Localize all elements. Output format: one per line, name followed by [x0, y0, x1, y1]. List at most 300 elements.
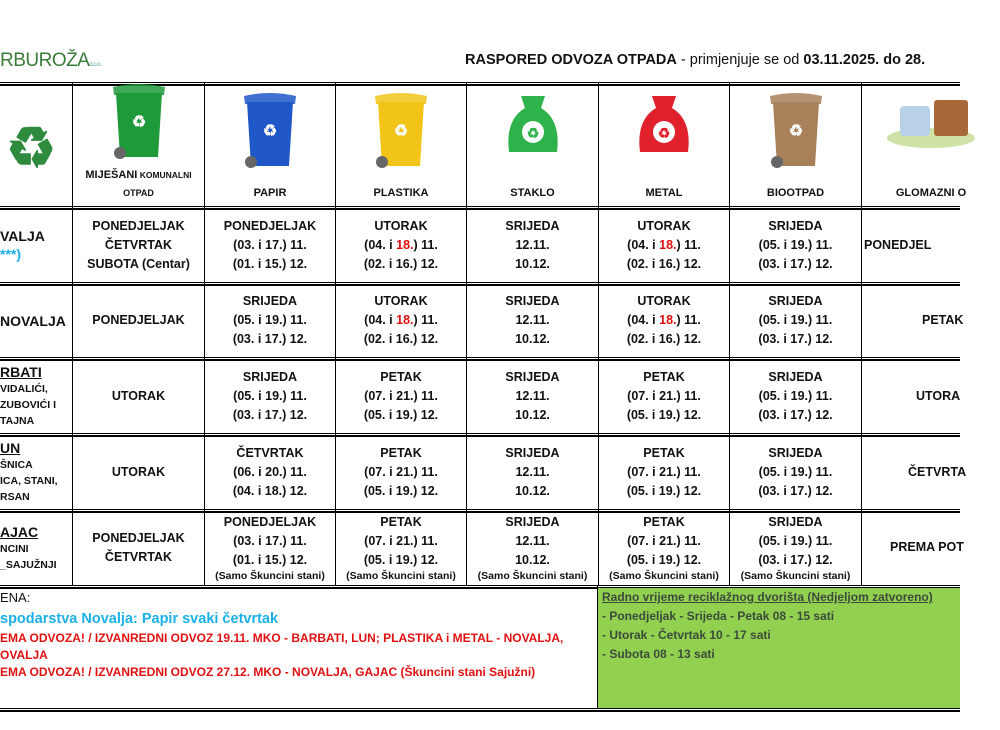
schedule-line — [627, 387, 701, 406]
schedule-text: PONEDJEL — [864, 237, 932, 252]
schedule-text: PETAK — [922, 313, 964, 327]
column-label-main: METAL — [645, 187, 683, 199]
schedule-line — [627, 532, 701, 551]
schedule-cell — [467, 359, 598, 433]
schedule-line — [380, 368, 421, 387]
schedule-text: (07. i 21.) 11. — [627, 388, 701, 403]
schedule-cell — [336, 435, 466, 509]
schedule-line — [505, 513, 559, 532]
schedule-line — [768, 217, 822, 236]
schedule-text: (05. i 19.) 11. — [758, 533, 833, 548]
column-label — [645, 184, 682, 202]
hours-line: - Subota 08 - 13 sati — [602, 647, 715, 661]
schedule-line — [224, 513, 316, 532]
schedule-text: SRIJEDA — [505, 369, 560, 384]
schedule-line — [224, 217, 316, 236]
schedule-text: (03. i 17.) 12. — [232, 407, 308, 422]
schedule-line — [908, 463, 966, 482]
schedule-text: (Samo Škuncini stani) — [346, 569, 456, 582]
schedule-cell — [599, 359, 729, 433]
location-cell — [0, 359, 72, 433]
schedule-text: 10.12. — [515, 256, 550, 271]
schedule-text: PETAK — [643, 445, 685, 460]
schedule-line — [627, 406, 701, 425]
svg-text:♻: ♻ — [526, 125, 539, 141]
schedule-text: SRIJEDA — [505, 514, 560, 529]
schedule-line — [627, 330, 701, 349]
schedule-line — [215, 570, 325, 583]
schedule-line — [233, 236, 307, 255]
schedule-line — [364, 387, 438, 406]
schedule-text: (04. i — [364, 313, 397, 327]
schedule-line — [515, 551, 550, 570]
schedule-line — [759, 532, 833, 551]
red-note: EMA ODVOZA! / IZVANREDNI ODVOZ 19.11. MKO - BARBATI, LUN; PLASTIKA i METAL - NOVALJA, — [0, 631, 564, 645]
recycling-yard-hours — [598, 588, 960, 708]
schedule-line — [758, 406, 832, 425]
column-label-main: MIJEŠANI — [85, 169, 138, 181]
schedule-text: SRIJEDA — [242, 294, 298, 308]
column-label-line2: OTPAD — [123, 188, 154, 198]
column-label — [510, 184, 554, 202]
schedule-cell — [730, 435, 861, 509]
schedule-line — [637, 292, 690, 311]
schedule-line — [105, 236, 172, 255]
location-cell — [0, 511, 72, 584]
schedule-cell — [336, 511, 466, 584]
schedule-text: (Samo Škuncini stani) — [477, 569, 588, 582]
schedule-text: SRIJEDA — [768, 294, 823, 308]
location-text: NOVALJA — [0, 312, 66, 329]
schedule-line — [233, 406, 307, 425]
table-rule — [0, 585, 960, 587]
schedule-cell — [862, 208, 1000, 282]
schedule-cell — [205, 208, 335, 282]
svg-text:♻: ♻ — [131, 114, 146, 131]
schedule-text: SRIJEDA — [768, 218, 823, 233]
schedule-line — [627, 255, 701, 274]
schedule-text: (05. i 19.) 12. — [626, 483, 702, 498]
schedule-text: (07. i 21.) 11. — [364, 464, 438, 479]
schedule-text: (05. i 19.) 12. — [363, 552, 439, 567]
location-cell — [0, 284, 72, 357]
schedule-line — [515, 255, 550, 274]
schedule-text: PETAK — [380, 445, 422, 460]
schedule-text: PETAK — [643, 369, 685, 384]
column-label — [254, 184, 287, 202]
column-label-small: KOMUNALNI — [137, 170, 192, 180]
location-text: ***) — [0, 246, 22, 262]
schedule-line — [505, 444, 559, 463]
schedule-line — [364, 311, 438, 330]
column-header-metal — [599, 82, 729, 207]
schedule-text: PONEDJELJAK — [92, 218, 185, 233]
schedule-text: (03. i 17.) 12. — [758, 483, 833, 498]
location-text: ZUBOVIĆI I — [0, 399, 57, 411]
schedule-line — [627, 551, 701, 570]
schedule-line — [759, 387, 833, 406]
recycling-yard-title: Radno vrijeme reciklažnog dvorišta (Nedjeljom zatvoreno) — [602, 590, 933, 604]
schedule-line — [627, 482, 701, 501]
schedule-line — [112, 387, 165, 406]
schedule-cell — [73, 511, 204, 584]
schedule-text: 12.11. — [515, 237, 550, 252]
schedule-line — [643, 513, 684, 532]
schedule-line — [364, 551, 438, 570]
schedule-line — [758, 255, 832, 274]
schedule-line — [243, 292, 297, 311]
schedule-text: (04. i — [627, 313, 660, 327]
schedule-cell — [599, 284, 729, 357]
schedule-text: 10.12. — [515, 332, 550, 346]
schedule-line — [515, 236, 549, 255]
schedule-line — [916, 387, 960, 406]
schedule-line — [233, 463, 307, 482]
schedule-line — [758, 330, 832, 349]
schedule-line — [374, 217, 427, 236]
schedule-text: PONEDJELJAK — [92, 313, 185, 327]
schedule-text: 12.11. — [515, 388, 550, 403]
schedule-cell — [336, 359, 466, 433]
schedule-line — [505, 292, 559, 311]
schedule-cell — [73, 359, 204, 433]
schedule-line — [364, 330, 438, 349]
schedule-text: ) 11. — [413, 313, 438, 327]
schedule-cell — [730, 284, 861, 357]
legend-heading: ENA: — [0, 590, 31, 605]
schedule-line — [759, 236, 833, 255]
svg-text:♻: ♻ — [788, 123, 803, 140]
schedule-line — [374, 292, 427, 311]
schedule-cell — [599, 511, 729, 584]
schedule-text: ) 11. — [676, 313, 701, 327]
schedule-text: PETAK — [380, 369, 422, 384]
schedule-text: (05. i 19.) 11. — [758, 237, 833, 252]
schedule-text: ČETVRTAK — [236, 445, 304, 460]
schedule-line — [233, 532, 307, 551]
schedule-text: (03. i 17.) 12. — [758, 407, 833, 422]
company-logo — [0, 50, 101, 72]
schedule-text: (03. i 17.) 12. — [758, 552, 833, 567]
schedule-text: (03. i 17.) 11. — [233, 533, 307, 548]
schedule-line — [92, 217, 184, 236]
schedule-text: (05. i 19.) 11. — [233, 388, 307, 403]
schedule-cell — [73, 435, 204, 509]
bulky-waste-icon — [886, 86, 976, 153]
schedule-text: (03. i 17.) 12. — [758, 332, 833, 346]
brown-bin-icon — [765, 86, 827, 175]
schedule-cell — [862, 435, 1000, 509]
schedule-line — [515, 330, 550, 349]
red-note: OVALJA — [0, 648, 48, 662]
schedule-text: PONEDJELJAK — [92, 530, 185, 545]
schedule-cell — [599, 208, 729, 282]
schedule-cell — [336, 208, 466, 282]
schedule-text: UTORAK — [111, 388, 166, 403]
schedule-text: (02. i 16.) 12. — [626, 332, 702, 346]
schedule-line — [768, 513, 822, 532]
schedule-line — [346, 570, 456, 583]
schedule-line — [768, 292, 822, 311]
schedule-line — [758, 551, 832, 570]
schedule-cell — [730, 511, 861, 584]
location-cell — [0, 208, 72, 282]
schedule-line — [768, 368, 822, 387]
location-text: VALJA — [0, 228, 45, 244]
schedule-text: (03. i 17.) 11. — [233, 237, 307, 252]
changed-date: 18. — [396, 237, 414, 252]
location-text: AJAC — [0, 523, 39, 540]
schedule-line — [112, 463, 165, 482]
schedule-line — [758, 482, 832, 501]
schedule-line — [478, 570, 588, 583]
schedule-text: 12.11. — [515, 533, 550, 548]
hours-line: - Ponedjeljak - Srijeda - Petak 08 - 15 sati — [602, 609, 835, 623]
schedule-line — [515, 406, 550, 425]
schedule-text: ČETVRTAK — [104, 237, 173, 252]
schedule-cell — [862, 359, 1000, 433]
schedule-text: SUBOTA (Centar) — [87, 256, 190, 271]
red-note: EMA ODVOZA! / IZVANREDNI ODVOZ 27.12. MKO - NOVALJA, GAJAC (Škuncini stani Sajužni) — [0, 665, 536, 679]
location-text: RSAN — [0, 491, 30, 503]
svg-text:♻: ♻ — [393, 123, 409, 140]
schedule-cell — [73, 208, 204, 282]
schedule-text: SRIJEDA — [505, 445, 560, 460]
schedule-cell — [336, 284, 466, 357]
schedule-line — [643, 444, 684, 463]
schedule-text: SRIJEDA — [768, 514, 823, 529]
schedule-line — [364, 255, 438, 274]
schedule-line — [515, 311, 549, 330]
column-label — [374, 184, 429, 202]
schedule-line — [505, 368, 559, 387]
schedule-line — [364, 463, 438, 482]
changed-date: 18. — [659, 313, 677, 327]
schedule-line — [233, 311, 307, 330]
schedule-line — [643, 368, 684, 387]
schedule-line — [92, 311, 184, 330]
column-header-plastika — [336, 82, 466, 207]
schedule-text: SRIJEDA — [242, 369, 298, 384]
location-cell — [0, 435, 72, 509]
schedule-text: (02. i 16.) 12. — [363, 332, 439, 346]
schedule-cell — [467, 511, 598, 584]
schedule-text: (04. i 18.) 12. — [232, 483, 308, 498]
schedule-line — [364, 406, 438, 425]
column-header-glomazni o — [862, 82, 1000, 207]
location-text: UN — [0, 440, 21, 456]
schedule-line — [759, 311, 833, 330]
schedule-line — [105, 548, 172, 567]
title-main: RASPORED ODVOZA OTPADA — [465, 52, 677, 68]
schedule-text: 12.11. — [515, 313, 550, 327]
schedule-cell — [205, 511, 335, 584]
page-title — [465, 52, 925, 68]
column-header-icon — [0, 82, 72, 207]
column-header-miješani — [73, 82, 204, 207]
green-bin-icon — [108, 77, 170, 166]
schedule-cell — [599, 435, 729, 509]
schedule-text: PETAK — [643, 514, 685, 529]
schedule-line — [364, 482, 438, 501]
column-label-main: PAPIR — [253, 187, 287, 199]
schedule-text: PONEDJELJAK — [223, 218, 317, 233]
changed-date: 18. — [396, 313, 414, 327]
schedule-text: (07. i 21.) 11. — [364, 388, 438, 403]
schedule-line — [637, 217, 690, 236]
location-text: NCINI — [0, 542, 29, 555]
schedule-line — [922, 311, 963, 330]
schedule-text: (05. i 19.) 12. — [626, 552, 702, 567]
schedule-text: (07. i 21.) 11. — [627, 533, 701, 548]
schedule-text: ČETVRTAK — [104, 549, 173, 564]
schedule-text: ČETVRTA — [908, 464, 967, 479]
schedule-cell — [205, 435, 335, 509]
schedule-line — [505, 217, 559, 236]
schedule-line — [233, 551, 307, 570]
yellow-bin-icon — [370, 86, 432, 175]
green-bag-icon — [503, 86, 563, 163]
schedule-line — [627, 463, 701, 482]
paper-note: spodarstva Novalja: Papir svaki četvrtak — [0, 611, 279, 627]
schedule-text: ) 11. — [676, 237, 701, 252]
schedule-text: PREMA POT — [890, 540, 964, 554]
column-label — [85, 166, 191, 184]
schedule-text: PONEDJELJAK — [223, 514, 317, 529]
schedule-text: ) 11. — [413, 237, 438, 252]
schedule-text: SRIJEDA — [505, 294, 560, 308]
schedule-text: (02. i 16.) 12. — [626, 256, 702, 271]
schedule-line — [92, 529, 184, 548]
schedule-text: 10.12. — [515, 407, 550, 422]
column-header-papir — [205, 82, 335, 207]
schedule-text: (02. i 16.) 12. — [363, 256, 439, 271]
schedule-text: (04. i — [364, 237, 397, 252]
schedule-cell — [730, 208, 861, 282]
red-bag-icon — [634, 86, 694, 163]
schedule-text: (07. i 21.) 11. — [364, 533, 438, 548]
schedule-cell — [73, 284, 204, 357]
title-validity: - primjenjuje se od — [676, 52, 804, 68]
column-label — [896, 184, 966, 202]
schedule-line — [759, 463, 833, 482]
schedule-text: (04. i — [627, 237, 660, 252]
logo-suffix: d.o.o. — [89, 62, 102, 68]
schedule-line — [380, 444, 421, 463]
schedule-line — [233, 387, 307, 406]
schedule-line — [243, 368, 297, 387]
column-label-main: BIOOTPAD — [766, 187, 825, 199]
schedule-line — [364, 532, 438, 551]
schedule-text: UTORA — [916, 388, 961, 403]
table-rule — [0, 708, 960, 710]
schedule-line — [233, 330, 307, 349]
column-header-biootpad — [730, 82, 861, 207]
schedule-text: UTORAK — [374, 218, 428, 233]
location-text: _SAJUŽNJI — [0, 558, 57, 571]
schedule-line — [741, 570, 851, 583]
schedule-text: (05. i 19.) 12. — [363, 407, 439, 422]
changed-date: 18. — [659, 237, 677, 252]
schedule-text: (07. i 21.) 11. — [627, 464, 701, 479]
schedule-line — [864, 236, 931, 255]
schedule-text: PETAK — [380, 514, 422, 529]
schedule-text: UTORAK — [111, 464, 166, 479]
schedule-text: UTORAK — [637, 294, 691, 308]
column-label-main: GLOMAZNI O — [895, 187, 967, 199]
schedule-cell — [205, 359, 335, 433]
schedule-text: (Samo Škuncini stani) — [215, 569, 325, 582]
column-label-main: PLASTIKA — [373, 187, 429, 199]
schedule-text: 10.12. — [515, 552, 550, 567]
schedule-text: SRIJEDA — [505, 218, 560, 233]
schedule-line — [627, 311, 701, 330]
schedule-line — [515, 532, 549, 551]
schedule-text: 10.12. — [515, 483, 550, 498]
schedule-line — [515, 387, 549, 406]
recycle-icon — [1, 108, 57, 185]
schedule-text: (06. i 20.) 11. — [233, 464, 307, 479]
legend — [0, 588, 598, 681]
schedule-text: (01. i 15.) 12. — [232, 552, 308, 567]
schedule-line — [515, 482, 550, 501]
column-header-staklo — [467, 82, 598, 207]
schedule-line — [233, 255, 307, 274]
blue-bin-icon — [239, 86, 301, 175]
schedule-text: 12.11. — [515, 464, 550, 479]
schedule-text: UTORAK — [374, 294, 428, 308]
schedule-cell — [862, 284, 1000, 357]
schedule-line — [609, 570, 719, 583]
schedule-line — [233, 482, 307, 501]
svg-text:♻: ♻ — [6, 116, 57, 179]
schedule-line — [890, 538, 964, 557]
schedule-line — [768, 444, 822, 463]
schedule-text: SRIJEDA — [768, 369, 823, 384]
schedule-text: (05. i 19.) 11. — [233, 313, 307, 327]
schedule-cell — [862, 511, 1000, 584]
logo-text: RBUROŽA — [0, 50, 90, 71]
schedule-line — [515, 463, 549, 482]
schedule-text: (05. i 19.) 11. — [758, 388, 833, 403]
schedule-text: (01. i 15.) 12. — [232, 256, 308, 271]
schedule-line — [87, 255, 190, 274]
title-dates: 03.11.2025. do 28. — [803, 52, 926, 68]
svg-text:♻: ♻ — [657, 125, 671, 141]
schedule-text: (03. i 17.) 12. — [232, 332, 308, 346]
schedule-line — [236, 444, 303, 463]
column-label — [767, 184, 824, 202]
schedule-text: (05. i 19.) 12. — [363, 483, 439, 498]
location-text: RBATI — [0, 364, 42, 380]
schedule-text: (Samo Škuncini stani) — [609, 569, 719, 582]
schedule-line — [364, 236, 438, 255]
schedule-cell — [467, 208, 598, 282]
schedule-text: (Samo Škuncini stani) — [740, 569, 851, 582]
schedule-cell — [467, 435, 598, 509]
schedule-text: (03. i 17.) 12. — [758, 256, 833, 271]
schedule-text: (05. i 19.) 12. — [626, 407, 702, 422]
svg-text:♻: ♻ — [262, 123, 278, 140]
schedule-cell — [467, 284, 598, 357]
column-label-main: STAKLO — [510, 187, 555, 199]
location-text: TAJNA — [0, 415, 35, 427]
schedule-text: (05. i 19.) 11. — [758, 464, 833, 479]
schedule-line — [627, 236, 701, 255]
schedule-line — [380, 513, 421, 532]
location-text: VIDALIĆI, — [0, 383, 48, 395]
schedule-text: (05. i 19.) 11. — [758, 313, 833, 327]
